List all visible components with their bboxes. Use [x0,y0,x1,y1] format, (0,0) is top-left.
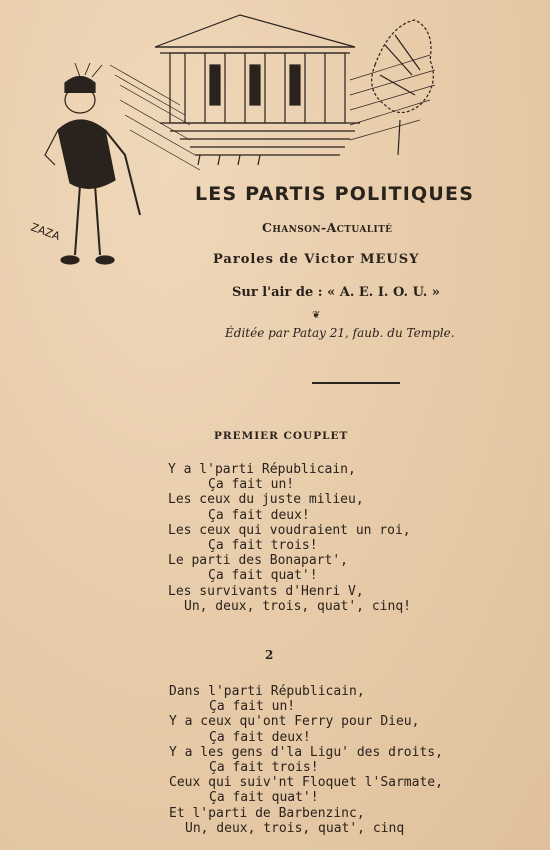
verse-line: Y a ceux qu'ont Ferry pour Dieu, [169,714,420,730]
tree-drawing [372,20,434,155]
verse-count-line: Un, deux, trois, quat', cinq [185,820,405,836]
verse-line: Et l'parti de Barbenzinc, [169,805,365,821]
header-illustration [20,5,450,290]
publisher-credit: Éditée par Patay 21, faub. du Temple. [225,326,455,340]
illustration-signature: ZAZA [28,220,62,244]
couplet-2-heading: 2 [265,648,274,662]
subtitle: Chanson-Actualité [262,220,393,235]
verse-line: Ceux qui suiv'nt Floquet l'Sarmate, [169,775,443,791]
verse-count-line: Un, deux, trois, quat', cinq! [184,598,411,614]
verse-refrain: Ça fait trois! [209,759,319,775]
building-drawing [155,15,360,165]
verse-refrain: Ça fait trois! [208,537,318,553]
verse-line: Dans l'parti Républicain, [169,684,365,699]
couplet-1-heading: PREMIER COUPLET [214,430,349,442]
lyrics-credit: Paroles de Victor MEUSY [213,252,420,267]
verse-line: Les survivants d'Henri V, [168,583,364,599]
ornament-icon: ❦ [312,310,321,321]
verse-line: Y a les gens d'la Ligu' des droits, [169,744,443,760]
verse-line: Les ceux du juste milieu, [168,492,364,508]
verse-line: Y a l'parti Républicain, [168,462,356,477]
verse-refrain: Ça fait quat'! [209,790,319,806]
page-title: LES PARTIS POLITIQUES [195,183,475,205]
verse-refrain: Ça fait deux! [208,507,310,523]
couplet-1-verse [168,462,411,614]
verse-line: Le parti des Bonapart', [168,553,349,569]
couplet-2-verse [169,684,443,836]
hatching-lines [110,55,435,170]
verse-refrain: Ça fait un! [209,699,296,715]
divider-rule [312,382,400,384]
verse-refrain: Ça fait deux! [209,729,311,745]
verse-refrain: Ça fait quat'! [208,568,318,584]
verse-line: Les ceux qui voudraient un roi, [168,522,411,538]
verse-refrain: Ça fait un! [208,477,295,493]
tune-credit: Sur l'air de : « A. E. I. O. U. » [232,285,440,300]
